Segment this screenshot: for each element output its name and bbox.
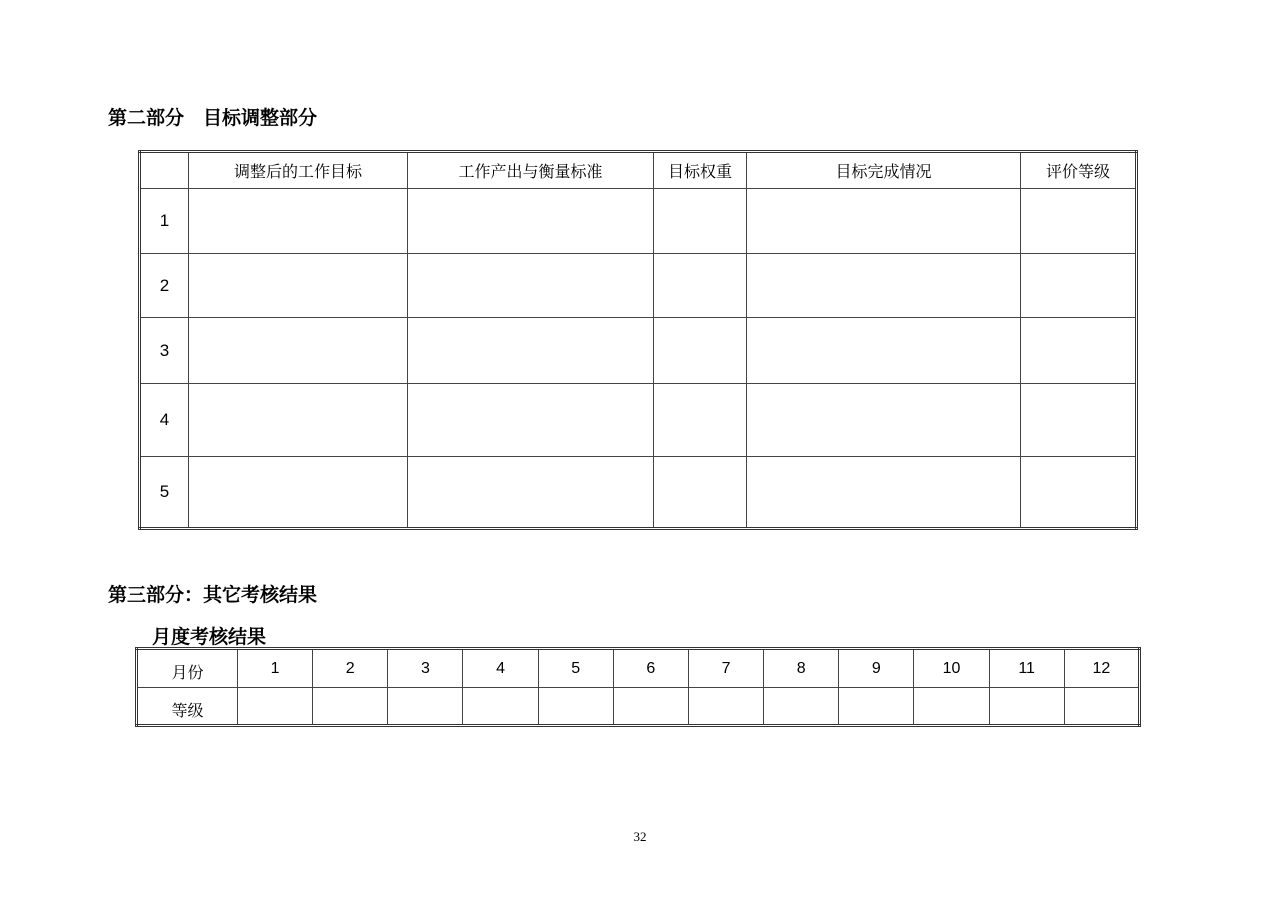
header-row — [140, 152, 1137, 189]
cell[interactable] — [747, 457, 1021, 529]
month-label: 月份 — [137, 649, 238, 688]
grade-cell[interactable] — [313, 688, 388, 726]
cell[interactable] — [747, 189, 1021, 254]
cell[interactable] — [189, 457, 408, 529]
month-cell: 6 — [613, 649, 688, 688]
cell[interactable] — [189, 384, 408, 457]
month-cell: 11 — [989, 649, 1064, 688]
header-cell: 目标完成情况 — [747, 152, 1021, 189]
month-cell: 4 — [463, 649, 538, 688]
cell[interactable] — [654, 254, 747, 318]
table-row — [140, 457, 1137, 529]
grade-cell[interactable] — [839, 688, 914, 726]
cell[interactable] — [189, 318, 408, 384]
row-number: 4 — [140, 384, 189, 457]
grade-cell[interactable] — [914, 688, 989, 726]
grade-row — [137, 688, 1140, 726]
table-row — [140, 318, 1137, 384]
month-cell: 10 — [914, 649, 989, 688]
section2-title: 第二部分 目标调整部分 — [108, 107, 318, 129]
header-cell: 评价等级 — [1021, 152, 1137, 189]
month-cell: 8 — [764, 649, 839, 688]
month-cell: 12 — [1064, 649, 1139, 688]
cell[interactable] — [1021, 457, 1137, 529]
section3-title: 第三部分：其它考核结果 — [108, 584, 318, 606]
monthly-results-table — [135, 647, 1141, 727]
month-cell: 2 — [313, 649, 388, 688]
cell[interactable] — [189, 189, 408, 254]
row-number: 1 — [140, 189, 189, 254]
cell[interactable] — [1021, 318, 1137, 384]
grade-label: 等级 — [137, 688, 238, 726]
cell[interactable] — [654, 318, 747, 384]
grade-cell[interactable] — [613, 688, 688, 726]
grade-cell[interactable] — [238, 688, 313, 726]
month-cell: 3 — [388, 649, 463, 688]
row-number: 2 — [140, 254, 189, 318]
month-cell: 1 — [238, 649, 313, 688]
cell[interactable] — [747, 384, 1021, 457]
month-cell: 9 — [839, 649, 914, 688]
monthly-results-subtitle: 月度考核结果 — [152, 626, 267, 648]
cell[interactable] — [1021, 254, 1137, 318]
grade-cell[interactable] — [538, 688, 613, 726]
row-number: 5 — [140, 457, 189, 529]
page-number: 32 — [633, 829, 647, 844]
grade-cell[interactable] — [1064, 688, 1139, 726]
goal-adjustment-table — [138, 150, 1138, 530]
cell[interactable] — [747, 318, 1021, 384]
cell[interactable] — [408, 189, 654, 254]
grade-cell[interactable] — [989, 688, 1064, 726]
cell[interactable] — [654, 457, 747, 529]
cell[interactable] — [1021, 189, 1137, 254]
cell[interactable] — [408, 457, 654, 529]
cell[interactable] — [408, 384, 654, 457]
table-row — [140, 254, 1137, 318]
cell[interactable] — [408, 318, 654, 384]
header-cell: 调整后的工作目标 — [189, 152, 408, 189]
month-cell: 5 — [538, 649, 613, 688]
grade-cell[interactable] — [764, 688, 839, 726]
cell[interactable] — [189, 254, 408, 318]
header-cell: 工作产出与衡量标准 — [408, 152, 654, 189]
cell[interactable] — [747, 254, 1021, 318]
month-row — [137, 649, 1140, 688]
cell[interactable] — [1021, 384, 1137, 457]
table-row — [140, 189, 1137, 254]
header-cell: 目标权重 — [654, 152, 747, 189]
row-number: 3 — [140, 318, 189, 384]
header-cell — [140, 152, 189, 189]
grade-cell[interactable] — [688, 688, 763, 726]
table-row — [140, 384, 1137, 457]
grade-cell[interactable] — [463, 688, 538, 726]
cell[interactable] — [654, 189, 747, 254]
grade-cell[interactable] — [388, 688, 463, 726]
cell[interactable] — [654, 384, 747, 457]
cell[interactable] — [408, 254, 654, 318]
month-cell: 7 — [688, 649, 763, 688]
